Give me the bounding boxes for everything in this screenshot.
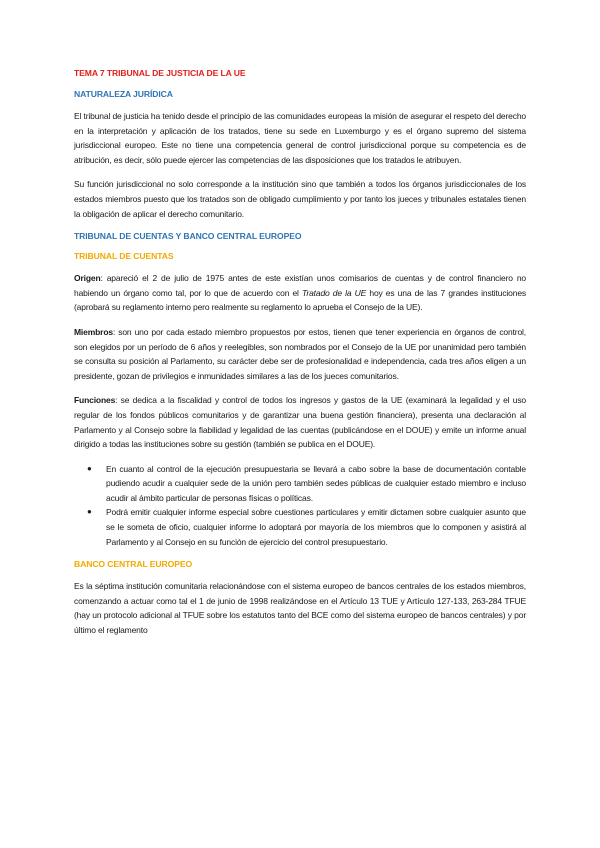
origen-label: Origen [74,273,101,284]
origen-text-b: hoy es una de las 7 grandes instituciones (aprobará su reglamento interno pero realmente su reglamento lo aprueba el Consejo de la UE). [74,287,526,313]
bullet-icon: ● [87,463,92,473]
origen-italic: Tratado de la UE [302,287,367,298]
list-item [87,462,526,506]
paragraph-miembros [74,325,526,383]
paragraph-bce-1: Es la séptima institución comunitaria relacionándose con el sistema europeo de bancos centrales de los estados miembros, comenzando a actuar como tal el 1 de junio de 1998 realizándose en el Artículo 13 TUE y Artículo 127-133, 263-284 TFUE (hay un protocolo adicional al TFUE sobre los estatutos tanto del BCE como del sistema europeo de bancos centrales) y por último el reglamento [74,581,526,636]
origen-text-a: : apareció el 2 de julio de 1975 antes de este existían unos comisarios de cuentas y de control financiero no habiendo un órgano como tal, por lo que de acuerdo con el [74,273,526,298]
list-item-text: Podrá emitir cualquier informe especial sobre cuestiones particulares y emitir dictamen sobre cualquier asunto que se le someta de oficio, cualquier informe lo adoptará por mayoría de los miembros que lo componen y asistirá al Parlamento y al Consejo en su función de ejercicio del control presupuestario. [106,507,526,547]
paragraph-origen [74,271,526,315]
list-item-text: En cuanto al control de la ejecución presupuestaria se llevará a cabo sobre la base de documentación contable pudiendo acudir a cualquier sede de la unión pero también sedes públicas de cualquier estado miembro e incluso acudir al ámbito particular de personas físicas o políticas. [106,463,526,503]
heading-tribunal-cuentas-bce: TRIBUNAL DE CUENTAS Y BANCO CENTRAL EUROPEO [74,231,302,242]
funciones-label: Funciones [74,395,116,406]
paragraph-funciones [74,393,526,451]
document-title: TEMA 7 TRIBUNAL DE JUSTICIA DE LA UE [74,68,246,78]
funciones-text: : se dedica a la fiscalidad y control de todos los ingresos y gastos de la UE (examinará la legalidad y el uso regular de los fondos públicos comunitarios y de garantizar una buena gestión financiera), presenta una declaración al Parlamento y al Consejo sobre la fiabilidad y legalidad de las cuentas (publicándose en el DOUE) y emite un informe anual dirigido a todas las instituciones sobre su gestión (también se publica en el DOUE). [74,395,526,450]
bullet-icon: ● [87,507,92,517]
list-item [87,505,526,549]
paragraph-naturaleza-1: El tribunal de justicia ha tenido desde el principio de las comunidades europeas la misión de asegurar el respeto del derecho en la interpretación y aplicación de los tratados, tiene su sede en Luxemburgo y es el órgano supremo del sistema jurisdiccional europeo. Este no tiene una competencia general de control jurisdiccional porque su competencia es de atribución, es decir, sólo puede ejercer las competencias de las disposiciones que los tratados le atribuyen. [74,111,526,165]
miembros-text: : son uno por cada estado miembro propuestos por estos, tienen que tener experiencia en órganos de control, son elegidos por un período de 6 años y reelegibles, son nombrados por el Consejo de la UE por unanimidad pero también se consulta su posición al Parlamento, su carácter debe ser de profesionalidad e independencia, cada tres años eligen a un presidente, gozan de privilegios e inmunidades similares a las de los jueces comunitarios. [74,326,526,381]
heading-banco-central-europeo: BANCO CENTRAL EUROPEO [74,559,193,570]
funciones-bullet-list [74,462,526,550]
miembros-label: Miembros [74,326,113,337]
paragraph-naturaleza-2: Su función jurisdiccional no solo corresponde a la institución sino que también a todos los órganos jurisdiccionales de los estados miembros puesto que los tratados son de obligado cumplimiento y por tanto los jueces y tribunales estatales tienen la obligación de aplicar el derecho comunitario. [74,179,526,219]
heading-naturaleza-juridica: NATURALEZA JURÍDICA [74,89,173,99]
document-page [74,68,526,648]
heading-tribunal-cuentas: TRIBUNAL DE CUENTAS [74,251,174,262]
